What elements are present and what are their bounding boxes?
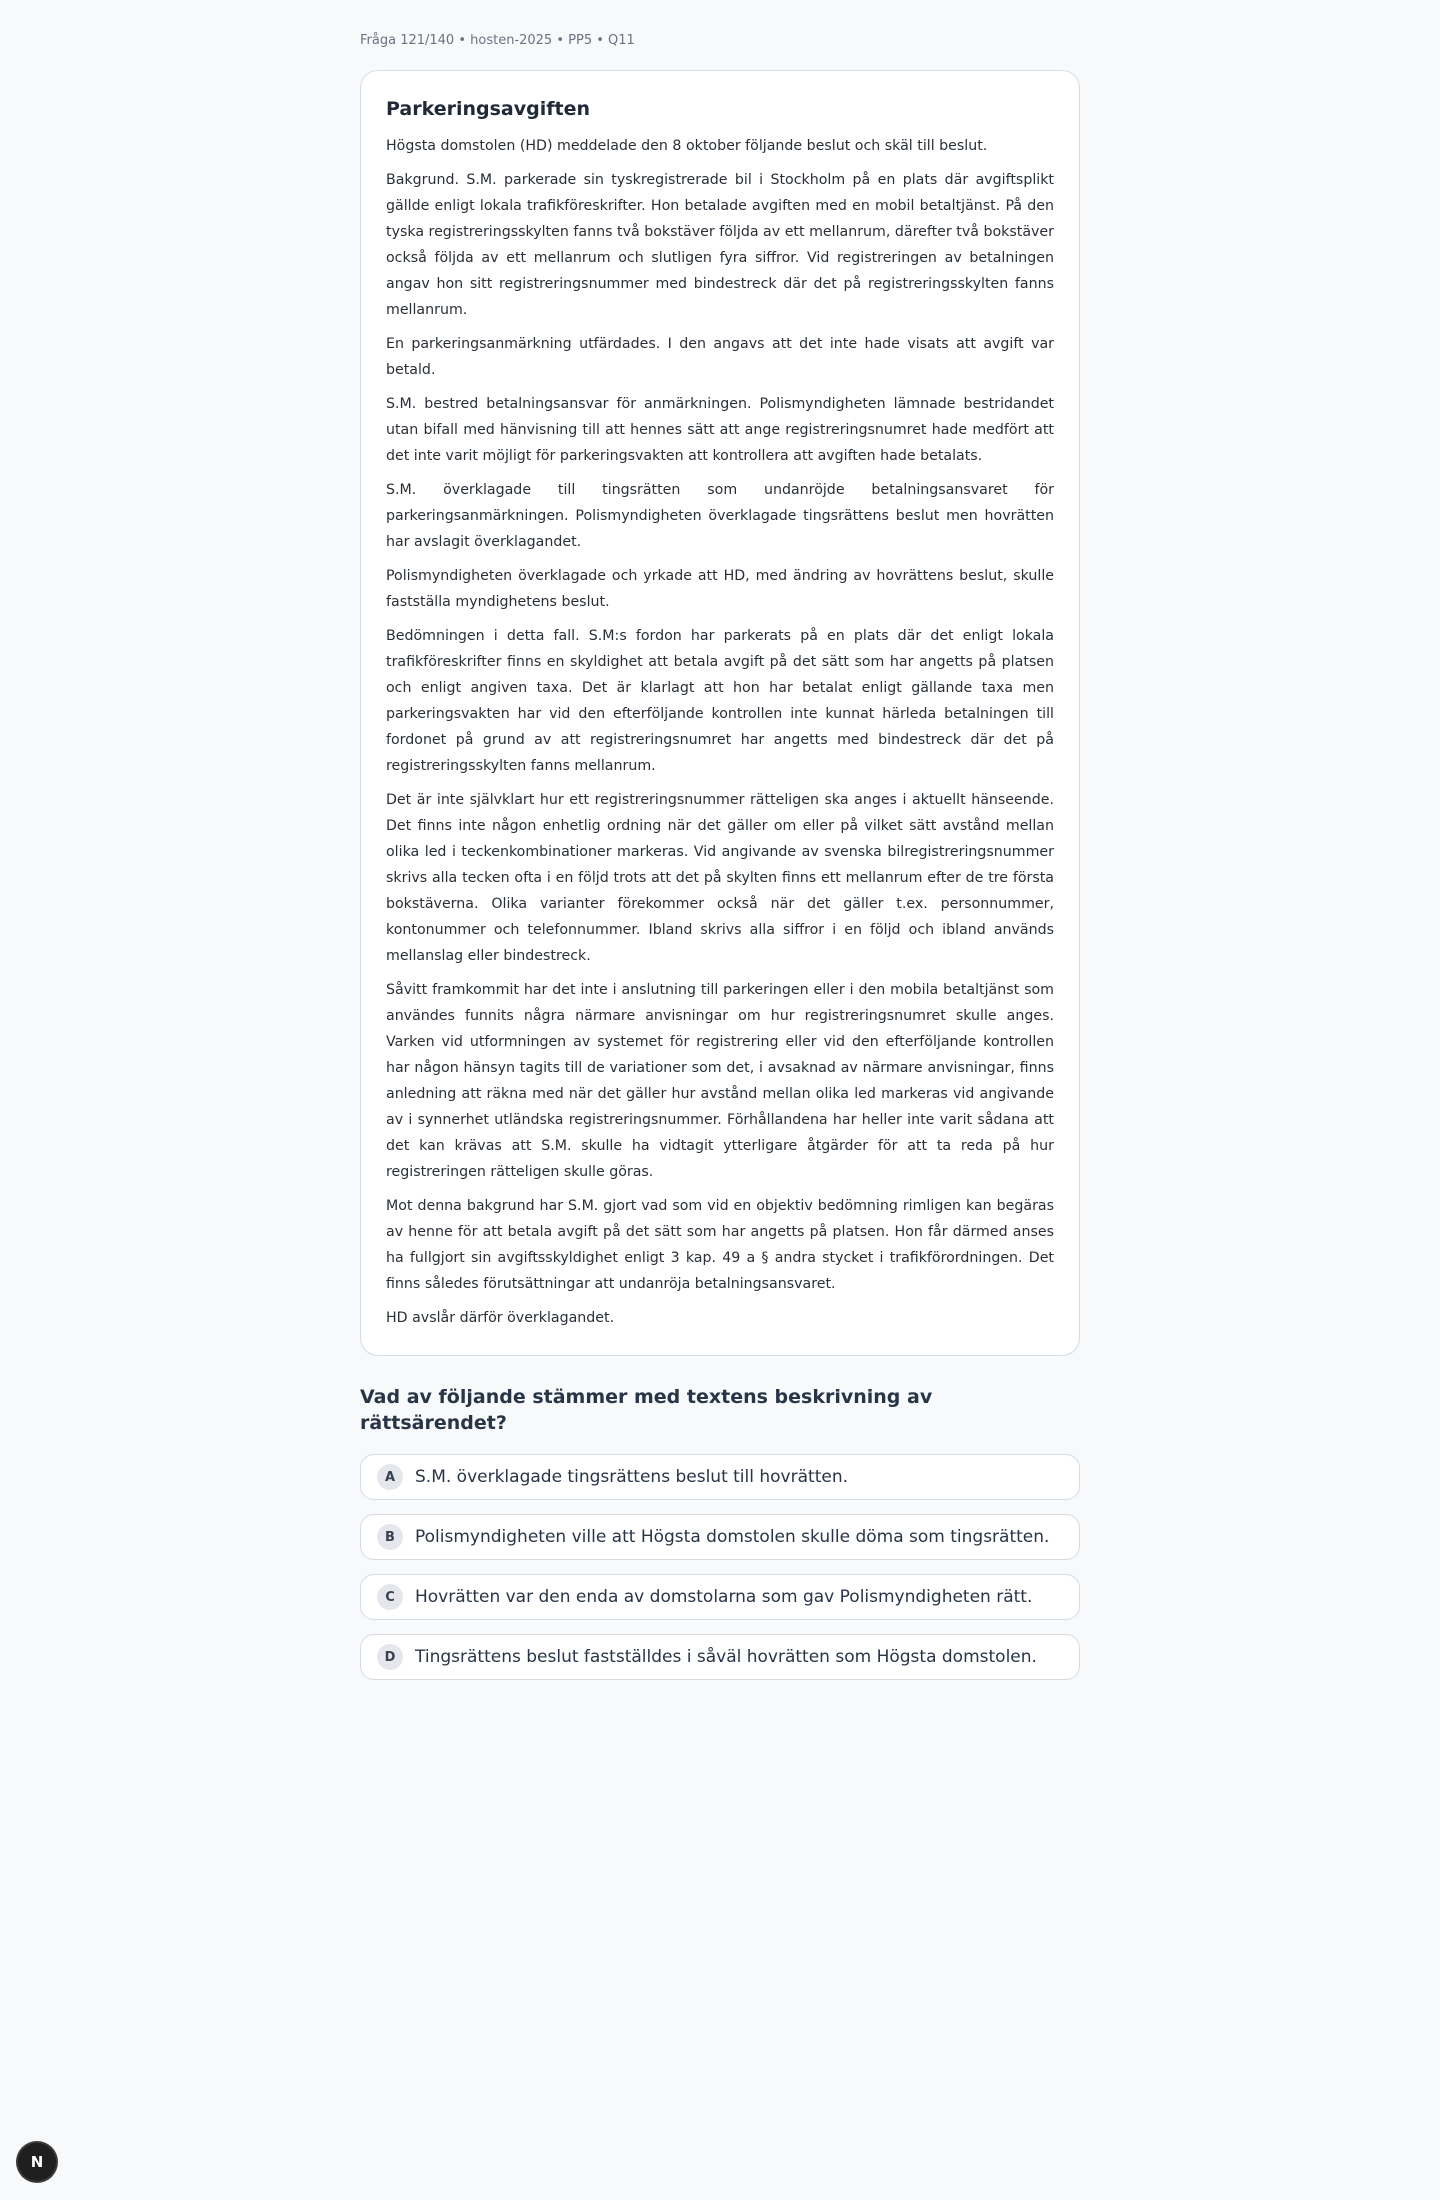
- answer-option-d[interactable]: [360, 1634, 1080, 1680]
- passage-paragraph: Såvitt framkommit har det inte i anslutning till parkeringen eller i den mobila betaltjänst som användes funnits några närmare anvisningar om hur registreringsnumret skulle anges. Varken vid utformningen av systemet för registrering eller vid den efterföljande kontrollen har någon hänsyn tagits till de variationer som det, i avsaknad av närmare anvisningar, finns anledning att räkna med när det gäller hur avstånd mellan olika led markeras vid angivande av i synnerhet utländska registreringsnummer. Förhållandena har heller inte varit sådana att det kan krävas att S.M. skulle ha vidtagit ytterligare åtgärder för att ta reda på hur registreringen rätteligen skulle göras.: [386, 982, 1054, 1180]
- option-label: Polismyndigheten ville att Högsta domstolen skulle döma som tingsrätten.: [415, 1527, 1050, 1547]
- passage-paragraph: Högsta domstolen (HD) meddelade den 8 oktober följande beslut och skäl till beslut.: [386, 138, 988, 154]
- passage-paragraph: HD avslår därför överklagandet.: [386, 1310, 615, 1326]
- option-label: Tingsrättens beslut fastställdes i såväl hovrätten som Högsta domstolen.: [415, 1647, 1037, 1667]
- passage-paragraph: Mot denna bakgrund har S.M. gjort vad som vid en objektiv bedömning rimligen kan begäras av henne för att betala avgift på det sätt som har angetts på platsen. Hon får därmed anses ha fullgjort sin avgiftsskyldighet enligt 3 kap. 49 a § andra stycket i trafikförordningen. Det finns således förutsättningar att undanröja betalningsansvaret.: [386, 1198, 1054, 1292]
- option-letter-badge: A: [377, 1464, 403, 1490]
- option-letter-badge: C: [377, 1584, 403, 1610]
- option-letter-badge: D: [377, 1644, 403, 1670]
- passage-paragraph: En parkeringsanmärkning utfärdades. I den angavs att det inte hade visats att avgift var betald.: [386, 336, 1054, 378]
- n-logo-icon[interactable]: N: [18, 2143, 56, 2181]
- answer-option-c[interactable]: [360, 1574, 1080, 1620]
- question-text: Vad av följande stämmer med textens beskrivning av rättsärendet?: [360, 1386, 933, 1434]
- main-content: [360, 32, 1080, 1694]
- passage-title: Parkeringsavgiften: [386, 98, 591, 120]
- passage-paragraph: S.M. överklagade till tingsrätten som undanröjde betalningsansvaret för parkeringsanmärkningen. Polismyndigheten överklagade tingsrättens beslut men hovrätten har avslagit överklagandet.: [386, 482, 1054, 550]
- passage-paragraph: S.M. bestred betalningsansvar för anmärkningen. Polismyndigheten lämnade bestridandet utan bifall med hänvisning till att hennes sätt att ange registreringsnumret hade medfört att det inte varit möjligt för parkeringsvakten att kontrollera att avgiften hade betalats.: [386, 396, 1054, 464]
- passage-paragraph: Bakgrund. S.M. parkerade sin tyskregistrerade bil i Stockholm på en plats där avgiftsplikt gällde enligt lokala trafikföreskrifter. Hon betalade avgiften med en mobil betaltjänst. På den tyska registreringsskylten fanns två bokstäver följda av ett mellanrum, därefter två bokstäver också följda av ett mellanrum och slutligen fyra siffror. Vid registreringen av betalningen angav hon sitt registreringsnummer med bindestreck där det på registreringsskylten fanns mellanrum.: [386, 172, 1054, 318]
- passage-paragraph: Polismyndigheten överklagade och yrkade att HD, med ändring av hovrättens beslut, skulle fastställa myndighetens beslut.: [386, 568, 1054, 610]
- question-meta: Fråga 121/140 • hosten-2025 • PP5 • Q11: [360, 33, 635, 48]
- answer-option-a[interactable]: [360, 1454, 1080, 1500]
- passage-card: [360, 70, 1080, 1356]
- passage-paragraph: Det är inte självklart hur ett registreringsnummer rätteligen ska anges i aktuellt hänseende. Det finns inte någon enhetlig ordning när det gäller om eller på vilket sätt avstånd mellan olika led i teckenkombinationer markeras. Vid angivande av svenska bilregistreringsnummer skrivs alla tecken ofta i en följd trots att det på skylten finns ett mellanrum efter de tre första bokstäverna. Olika varianter förekommer också när det gäller t.ex. personnummer, kontonummer och telefonnummer. Ibland skrivs alla siffror i en följd och ibland används mellanslag eller bindestreck.: [386, 792, 1054, 964]
- option-letter-badge: B: [377, 1524, 403, 1550]
- passage-paragraph: Bedömningen i detta fall. S.M:s fordon har parkerats på en plats där det enligt lokala trafikföreskrifter finns en skyldighet att betala avgift på det sätt som har angetts på platsen och enligt angiven taxa. Det är klarlagt att hon har betalat enligt gällande taxa men parkeringsvakten har vid den efterföljande kontrollen inte kunnat härleda betalningen till fordonet på grund av att registreringsnumret har angetts med bindestreck där det på registreringsskylten fanns mellanrum.: [386, 628, 1054, 774]
- answer-option-b[interactable]: [360, 1514, 1080, 1560]
- option-label: Hovrätten var den enda av domstolarna som gav Polismyndigheten rätt.: [415, 1587, 1033, 1607]
- option-label: S.M. överklagade tingsrättens beslut till hovrätten.: [415, 1467, 848, 1487]
- answer-options: [360, 1454, 1080, 1680]
